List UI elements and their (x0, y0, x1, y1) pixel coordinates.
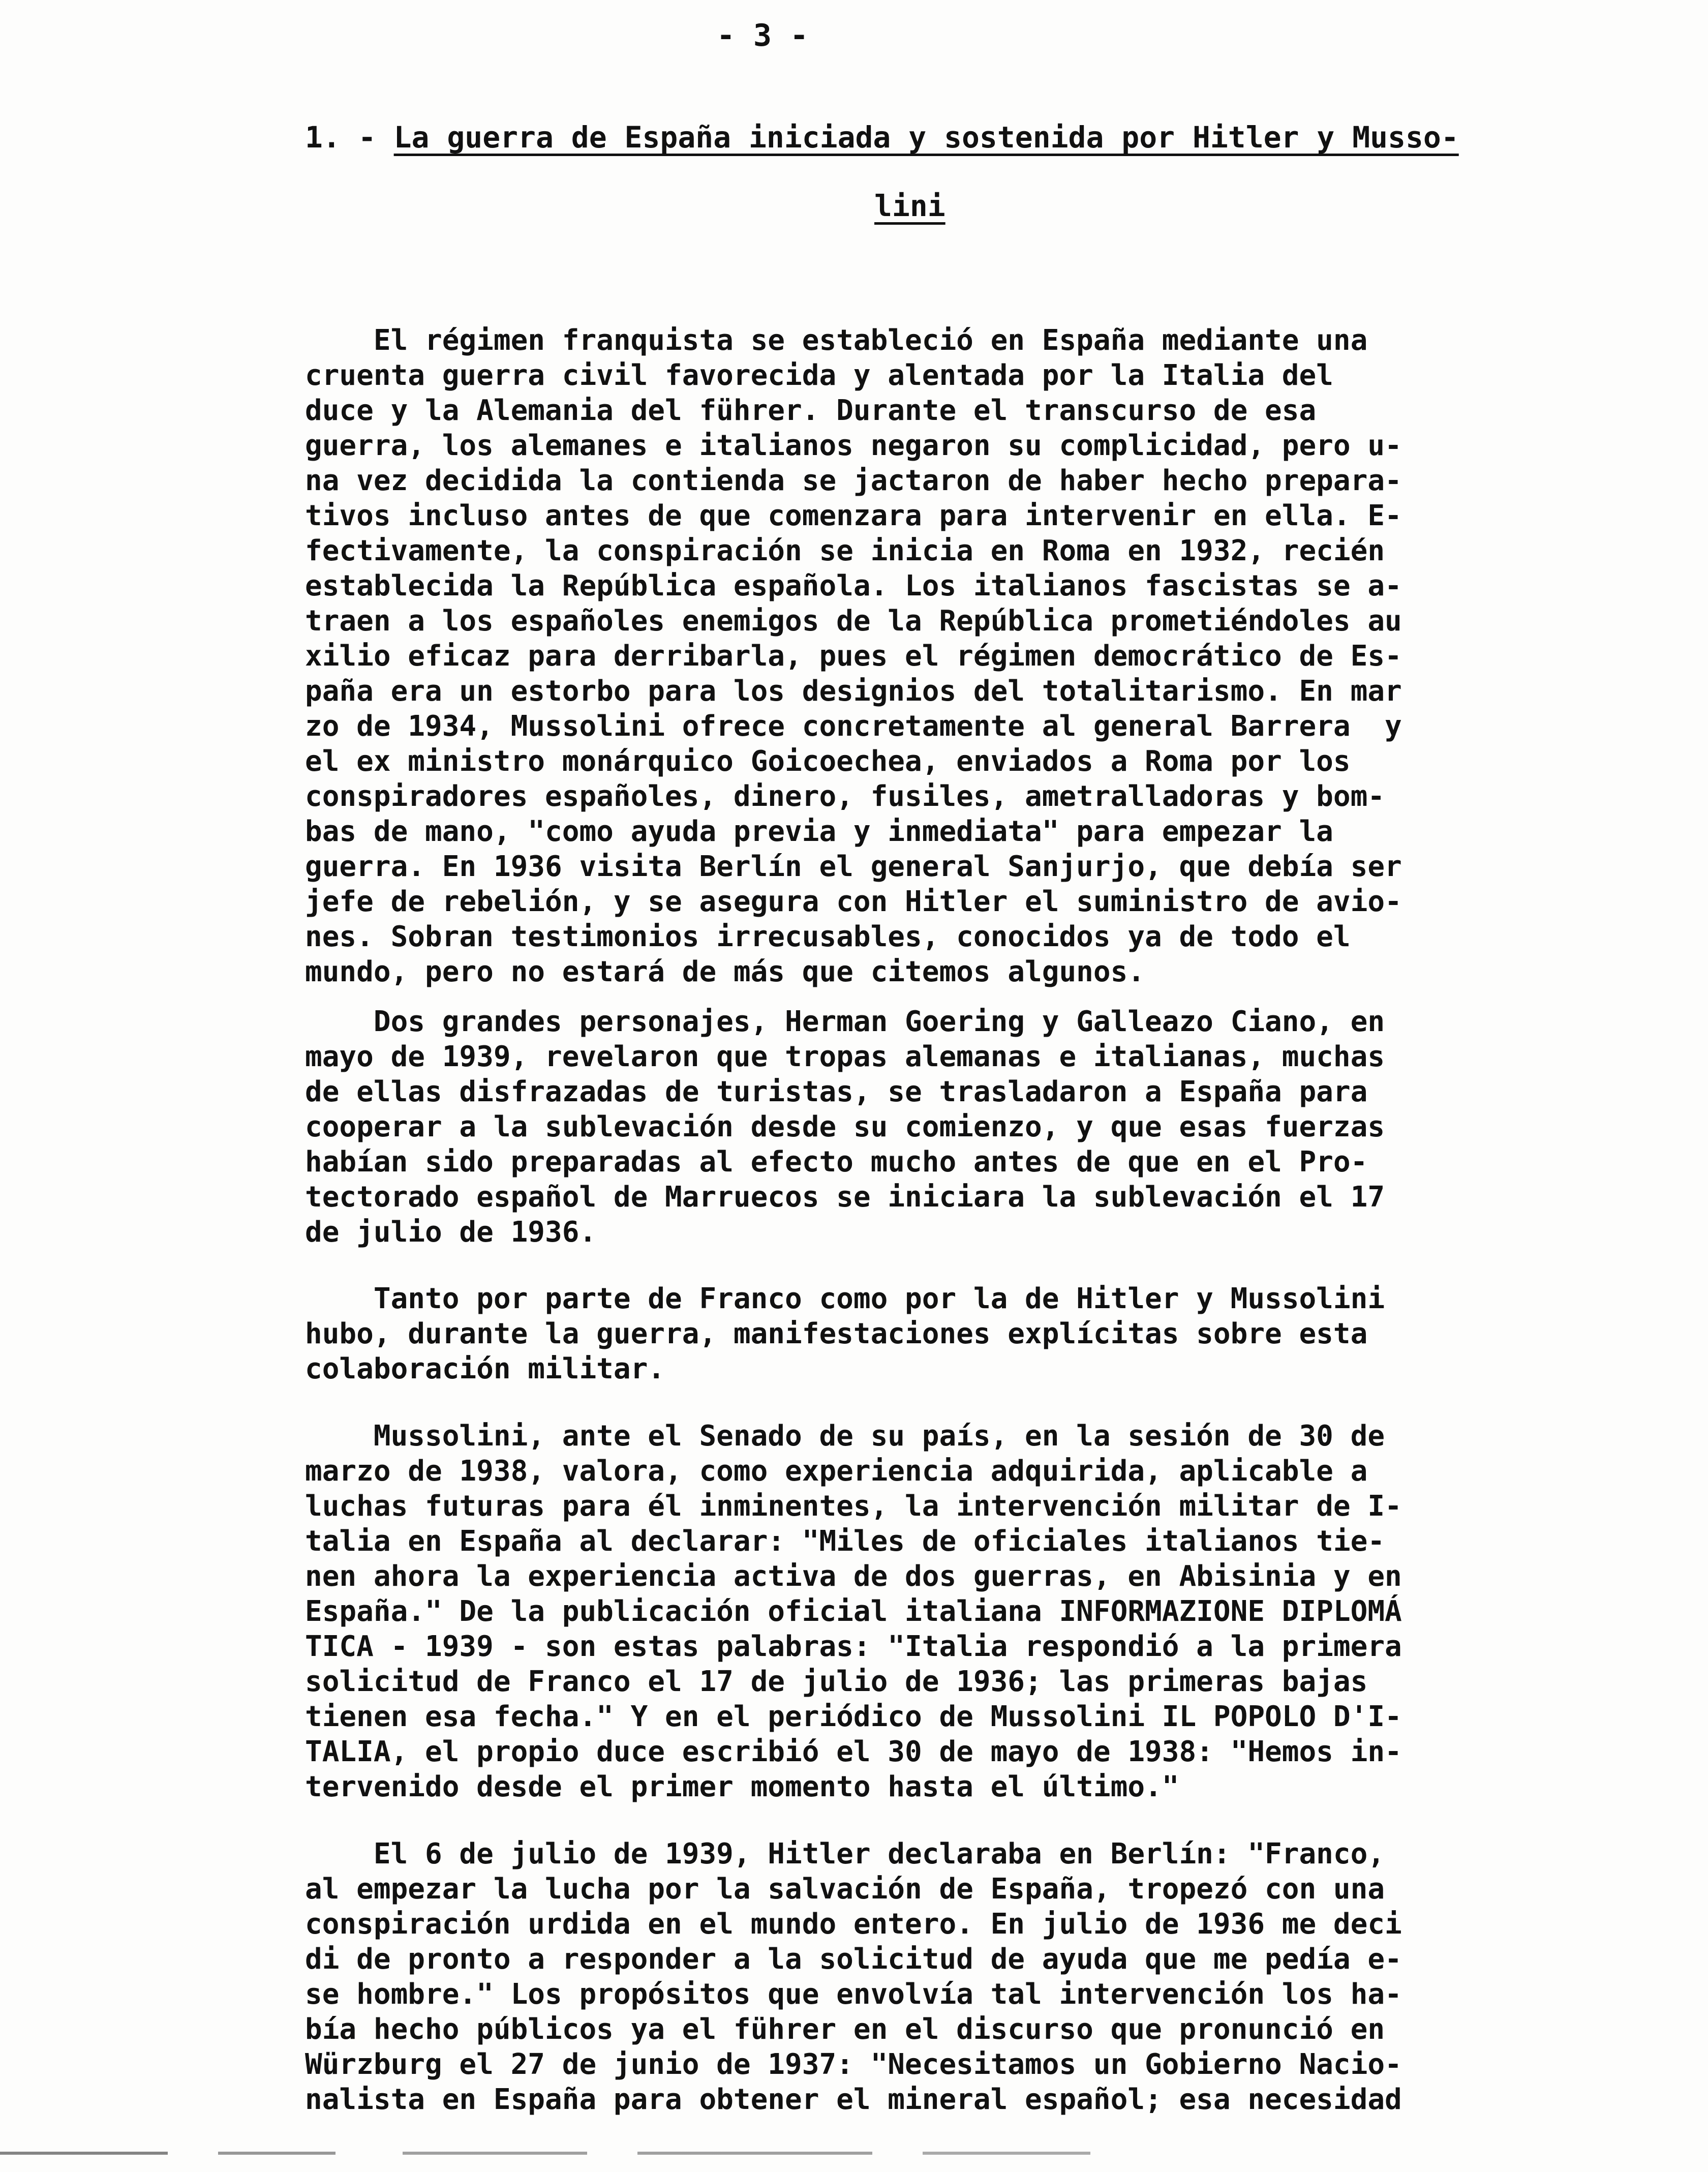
page-number: - 3 - (716, 18, 809, 53)
paragraph-2 (305, 1004, 1606, 1250)
text-line: España." De la publicación oficial italiana INFORMAZIONE DIPLOMÁ (305, 1595, 1402, 1628)
text-line: fectivamente, la conspiración se inicia en Roma en 1932, recién (305, 534, 1385, 567)
text-line: jefe de rebelión, y se asegura con Hitler el suministro de avio- (305, 885, 1402, 918)
section-title-line-1: La guerra de España iniciada y sostenida por Hitler y Musso- (393, 120, 1459, 155)
text-line: nes. Sobran testimonios irrecusables, conocidos ya de todo el (305, 920, 1351, 953)
text-line: na vez decidida la contienda se jactaron de haber hecho prepara- (305, 464, 1402, 497)
text-line: cooperar a la sublevación desde su comienzo, y que esas fuerzas (305, 1110, 1385, 1143)
text-line: di de pronto a responder a la solicitud de ayuda que me pedía e- (305, 1943, 1402, 1976)
text-line: El régimen franquista se estableció en España mediante una (305, 324, 1368, 357)
paragraph-1 (305, 323, 1606, 989)
text-line: al empezar la lucha por la salvación de España, tropezó con una (305, 1873, 1385, 1906)
text-line: guerra, los alemanes e italianos negaron su complicidad, pero u- (305, 429, 1402, 462)
text-line: Würzburg el 27 de junio de 1937: "Necesitamos un Gobierno Nacio- (305, 2048, 1402, 2081)
text-line: luchas futuras para él inminentes, la intervención militar de I- (305, 1490, 1402, 1523)
text-line: guerra. En 1936 visita Berlín el general Sanjurjo, que debía ser (305, 850, 1402, 883)
text-line: el ex ministro monárquico Goicoechea, enviados a Roma por los (305, 745, 1351, 778)
text-line: Dos grandes personajes, Herman Goering y Galleazo Ciano, en (305, 1005, 1385, 1038)
section-heading-continuation (874, 183, 1027, 229)
text-line: de julio de 1936. (305, 1216, 597, 1249)
text-line: bía hecho públicos ya el führer en el discurso que pronunció en (305, 2013, 1385, 2046)
text-line: habían sido preparadas al efecto mucho antes de que en el Pro- (305, 1145, 1368, 1179)
text-line: tectorado español de Marruecos se iniciara la sublevación el 17 (305, 1181, 1385, 1214)
paragraph-4 (305, 1419, 1606, 1804)
text-line: Tanto por parte de Franco como por la de Hitler y Mussolini (305, 1282, 1385, 1315)
text-line: xilio eficaz para derribarla, pues el régimen democrático de Es- (305, 640, 1402, 673)
text-line: de ellas disfrazadas de turistas, se trasladaron a España para (305, 1075, 1368, 1108)
text-line: talia en España al declarar: "Miles de oficiales italianos tie- (305, 1525, 1385, 1558)
text-line: conspiración urdida en el mundo entero. En julio de 1936 me deci (305, 1908, 1402, 1941)
text-line: establecida la República española. Los italianos fascistas se a- (305, 569, 1402, 602)
text-line: TICA - 1939 - son estas palabras: "Italia respondió a la primera (305, 1630, 1402, 1663)
text-line: tienen esa fecha." Y en el periódico de Mussolini IL POPOLO D'I- (305, 1700, 1402, 1733)
text-line: conspiradores españoles, dinero, fusiles, ametralladoras y bom- (305, 780, 1385, 813)
text-line: se hombre." Los propósitos que envolvía tal intervención los ha- (305, 1978, 1402, 2011)
text-line: duce y la Alemania del führer. Durante el transcurso de esa (305, 394, 1317, 427)
text-line: paña era un estorbo para los designios del totalitarismo. En mar (305, 675, 1402, 708)
text-line: traen a los españoles enemigos de la República prometiéndoles au (305, 605, 1402, 638)
text-line: mayo de 1939, revelaron que tropas alemanas e italianas, muchas (305, 1040, 1385, 1073)
text-line: zo de 1934, Mussolini ofrece concretamente al general Barrera y (305, 710, 1402, 743)
text-line: Mussolini, ante el Senado de su país, en la sesión de 30 de (305, 1420, 1385, 1453)
text-line: mundo, pero no estará de más que citemos algunos. (305, 955, 1145, 988)
section-heading (305, 114, 1606, 160)
page-bottom-edge-rule (0, 2152, 1678, 2155)
paragraph-5 (305, 1836, 1606, 2117)
section-number: 1. - (305, 120, 376, 155)
text-line: solicitud de Franco el 17 de julio de 1936; las primeras bajas (305, 1665, 1368, 1698)
text-line: bas de mano, "como ayuda previa y inmediata" para empezar la (305, 815, 1333, 848)
section-title-line-2: lini (874, 189, 946, 223)
text-line: marzo de 1938, valora, como experiencia adquirida, aplicable a (305, 1455, 1368, 1488)
paragraph-3 (305, 1281, 1606, 1386)
text-line: tivos incluso antes de que comenzara para intervenir en ella. E- (305, 499, 1402, 532)
text-line: hubo, durante la guerra, manifestaciones explícitas sobre esta (305, 1317, 1368, 1350)
text-line: cruenta guerra civil favorecida y alentada por la Italia del (305, 359, 1333, 392)
text-line: El 6 de julio de 1939, Hitler declaraba en Berlín: "Franco, (305, 1837, 1385, 1871)
text-line: nalista en España para obtener el mineral español; esa necesidad (305, 2083, 1402, 2116)
text-line: tervenido desde el primer momento hasta el último." (305, 1770, 1179, 1803)
text-line: TALIA, el propio duce escribió el 30 de mayo de 1938: "Hemos in- (305, 1735, 1402, 1768)
text-line: nen ahora la experiencia activa de dos guerras, en Abisinia y en (305, 1560, 1402, 1593)
text-line: colaboración militar. (305, 1352, 665, 1385)
